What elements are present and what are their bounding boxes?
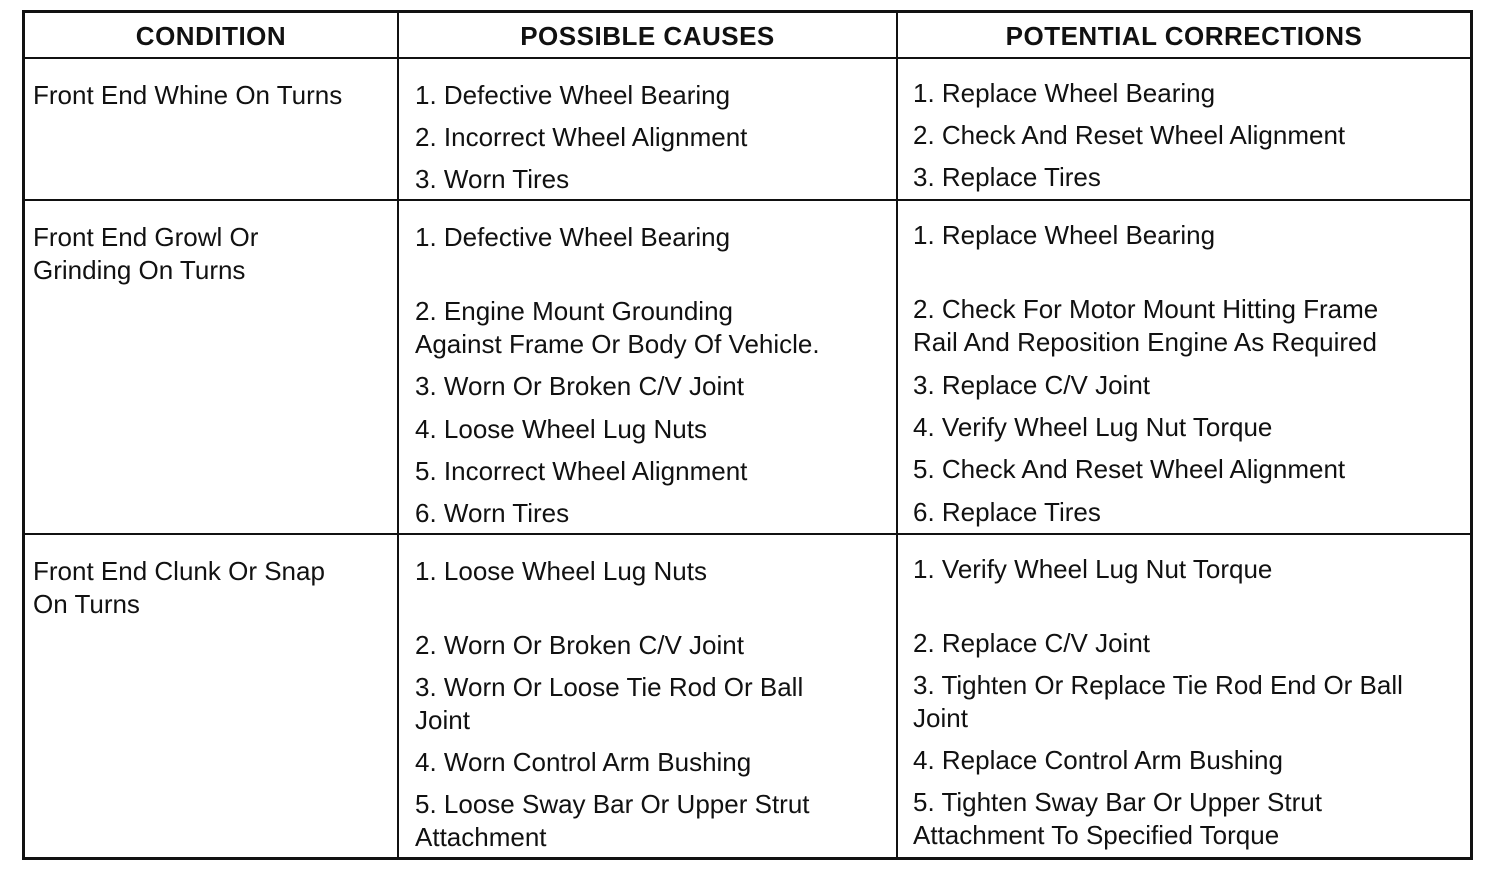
row-divider-1 [25,199,1470,201]
condition-line: Grinding On Turns [33,255,246,285]
correction-line: 5. Check And Reset Wheel Alignment [913,454,1346,484]
cause-item [415,79,730,112]
cause-item [415,370,744,403]
correction-line: 4. Verify Wheel Lug Nut Torque [913,412,1273,442]
cause-line: Joint [415,705,470,735]
condition-line: On Turns [33,589,140,619]
cause-line: 1. Loose Wheel Lug Nuts [415,556,707,586]
cause-line: 4. Loose Wheel Lug Nuts [415,414,707,444]
correction-line: 3. Tighten Or Replace Tie Rod End Or Ball [913,670,1403,700]
cause-item [415,121,747,154]
cause-line: 2. Incorrect Wheel Alignment [415,122,748,152]
condition-cell [33,221,258,287]
cause-line: Against Frame Or Body Of Vehicle. [415,329,820,359]
cause-line: 1. Defective Wheel Bearing [415,222,731,252]
header-possible-causes: POSSIBLE CAUSES [520,20,775,51]
correction-item [913,786,1322,852]
correction-line: 2. Check And Reset Wheel Alignment [913,120,1346,150]
correction-item [913,161,1101,194]
cause-line: 1. Defective Wheel Bearing [415,80,731,110]
cause-line: 5. Loose Sway Bar Or Upper Strut [415,789,810,819]
cause-line: 2. Worn Or Broken C/V Joint [415,630,744,660]
correction-item [913,627,1150,660]
cause-item [415,746,751,779]
cause-item [415,455,747,488]
correction-line: 2. Replace C/V Joint [913,628,1151,658]
correction-line: 1. Verify Wheel Lug Nut Torque [913,554,1273,584]
correction-item [913,496,1101,529]
column-divider-2 [896,13,898,857]
correction-line: Attachment To Specified Torque [913,820,1280,850]
cause-line: 6. Worn Tires [415,498,570,528]
cause-item [415,629,744,662]
cause-item [415,555,707,588]
correction-item [913,453,1345,486]
correction-item [913,553,1272,586]
correction-item [913,744,1283,777]
cause-line: 3. Worn Tires [415,164,570,194]
condition-cell [33,79,342,112]
diagnosis-table [22,10,1473,860]
row-divider-2 [25,533,1470,535]
correction-item [913,411,1272,444]
cause-item [415,221,730,254]
correction-line: 1. Replace Wheel Bearing [913,78,1216,108]
cause-item [415,671,803,737]
cause-line: 5. Incorrect Wheel Alignment [415,456,748,486]
condition-cell [33,555,325,621]
correction-line: 4. Replace Control Arm Bushing [913,745,1283,775]
correction-item [913,119,1345,152]
cause-line: 2. Engine Mount Grounding [415,296,733,326]
correction-line: Rail And Reposition Engine As Required [913,327,1377,357]
cause-item [415,788,810,854]
condition-line: Front End Clunk Or Snap [33,556,325,586]
cause-item [415,295,820,361]
cause-item [415,497,569,530]
cause-line: 3. Worn Or Broken C/V Joint [415,371,744,401]
correction-line: 6. Replace Tires [913,497,1101,527]
correction-line: 5. Tighten Sway Bar Or Upper Strut [913,787,1322,817]
correction-line: 3. Replace C/V Joint [913,370,1151,400]
correction-line: 2. Check For Motor Mount Hitting Frame [913,294,1379,324]
header-condition: CONDITION [135,20,287,51]
column-divider-1 [397,13,399,857]
correction-item [913,669,1403,735]
header-potential-corrections: POTENTIAL CORRECTIONS [1005,20,1363,51]
correction-line: Joint [913,703,968,733]
condition-line: Front End Whine On Turns [33,80,343,110]
correction-item [913,369,1150,402]
cause-line: 4. Worn Control Arm Bushing [415,747,752,777]
cause-item [415,163,569,196]
correction-item [913,293,1378,359]
cause-item [415,413,707,446]
cause-line: 3. Worn Or Loose Tie Rod Or Ball [415,672,804,702]
cause-line: Attachment [415,822,547,852]
correction-line: 3. Replace Tires [913,162,1101,192]
condition-line: Front End Growl Or [33,222,259,252]
correction-item [913,219,1215,252]
correction-line: 1. Replace Wheel Bearing [913,220,1216,250]
correction-item [913,77,1215,110]
